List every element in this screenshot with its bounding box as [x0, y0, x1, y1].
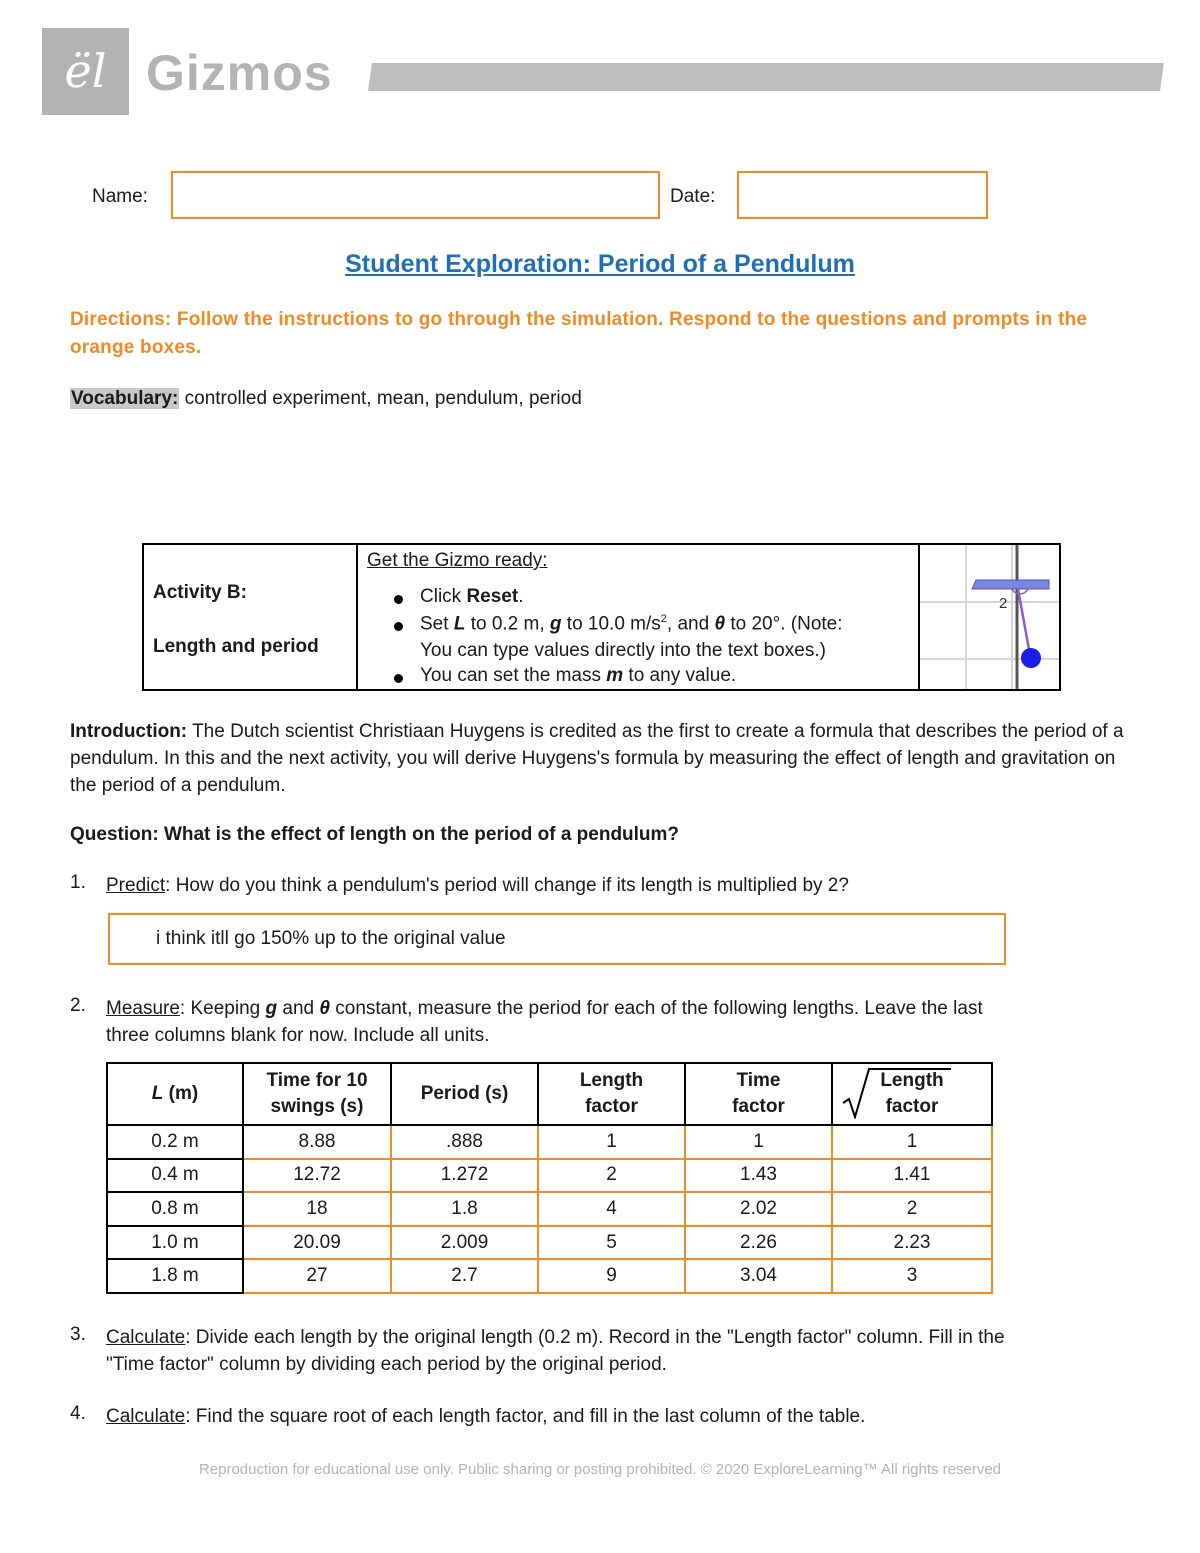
answer-cell[interactable]: 2.7	[391, 1259, 538, 1293]
date-label: Date:	[670, 186, 716, 207]
length-cell: 1.0 m	[107, 1226, 243, 1260]
bullet-icon	[394, 674, 403, 683]
answer-1-text: i think itll go 150% up to the original value	[156, 928, 506, 949]
answer-cell[interactable]: 1.43	[685, 1159, 832, 1193]
question-2-text-line2: three columns blank for now. Include all units.	[106, 1025, 490, 1046]
answer-cell[interactable]: 1	[685, 1125, 832, 1159]
answer-cell[interactable]: 1.8	[391, 1192, 538, 1226]
activity-box	[142, 543, 1061, 691]
instruction-reset: Click Reset.	[420, 586, 524, 607]
table-row	[107, 1226, 992, 1260]
angle-label: 2	[999, 595, 1008, 612]
page-title: Student Exploration: Period of a Pendulum	[345, 250, 855, 278]
question-1-text: Predict: How do you think a pendulum's period will change if its length is multiplied by 2?	[106, 875, 849, 896]
question-3-text: Calculate: Divide each length by the original length (0.2 m). Record in the "Length factor" column. Fill in the	[106, 1327, 1005, 1348]
length-cell: 1.8 m	[107, 1259, 243, 1293]
header-time-10-swings: Time for 10 swings (s)	[243, 1063, 391, 1125]
date-field[interactable]	[737, 171, 988, 219]
activity-title-cell	[144, 545, 358, 689]
answer-1-box[interactable]	[108, 913, 1006, 965]
answer-cell[interactable]: 18	[243, 1192, 391, 1226]
answer-cell[interactable]: .888	[391, 1125, 538, 1159]
activity-subtitle: Length and period	[153, 636, 319, 657]
vocabulary	[70, 388, 582, 410]
table-row	[107, 1125, 992, 1159]
answer-cell[interactable]: 1	[832, 1125, 992, 1159]
answer-cell[interactable]: 1.272	[391, 1159, 538, 1193]
answer-cell[interactable]: 4	[538, 1192, 685, 1226]
answer-cell[interactable]: 12.72	[243, 1159, 391, 1193]
pendulum-illustration	[920, 545, 1059, 689]
vocabulary-terms: controlled experiment, mean, pendulum, period	[179, 388, 582, 409]
answer-cell[interactable]: 2	[832, 1192, 992, 1226]
question-heading: Question: What is the effect of length on the period of a pendulum?	[70, 824, 680, 845]
answer-cell[interactable]: 2.23	[832, 1226, 992, 1260]
answer-cell[interactable]: 3	[832, 1259, 992, 1293]
question-3-text-line2: "Time factor" column by dividing each period by the original period.	[106, 1354, 667, 1375]
answer-cell[interactable]: 1.41	[832, 1159, 992, 1193]
answer-cell[interactable]: 20.09	[243, 1226, 391, 1260]
brand-name: Gizmos	[146, 45, 333, 101]
name-field[interactable]	[171, 171, 660, 219]
table-row	[107, 1192, 992, 1226]
table-header-row	[107, 1063, 992, 1125]
activity-instructions-cell	[358, 545, 920, 689]
bullet-icon	[394, 622, 403, 631]
answer-cell[interactable]: 8.88	[243, 1125, 391, 1159]
activity-name: Activity B:	[153, 582, 247, 603]
length-cell: 0.8 m	[107, 1192, 243, 1226]
question-4-number: 4.	[70, 1403, 86, 1424]
answer-cell[interactable]: 3.04	[685, 1259, 832, 1293]
question-2-number: 2.	[70, 995, 86, 1016]
gizmo-ready-heading: Get the Gizmo ready:	[367, 550, 548, 571]
question-1-number: 1.	[70, 872, 86, 893]
name-label: Name:	[92, 186, 148, 207]
table-row	[107, 1159, 992, 1193]
pendulum-support	[972, 580, 1049, 589]
vocabulary-label: Vocabulary:	[71, 388, 179, 409]
square-root-icon	[841, 1067, 953, 1119]
length-cell: 0.4 m	[107, 1159, 243, 1193]
answer-cell[interactable]: 2.02	[685, 1192, 832, 1226]
introduction-label: Introduction:	[70, 721, 188, 742]
header-time-factor: Time factor	[685, 1063, 832, 1125]
directions: Directions: Follow the instructions to go through the simulation. Respond to the questions and prompts in the orange boxes.	[70, 309, 1088, 358]
question-4-text: Calculate: Find the square root of each length factor, and fill in the last column of the table.	[106, 1406, 866, 1427]
gizmo-thumbnail	[920, 545, 1059, 689]
grid	[920, 545, 1059, 689]
answer-cell[interactable]: 5	[538, 1226, 685, 1260]
header-length-factor: Length factor	[538, 1063, 685, 1125]
question-2-text: Measure: Keeping g and θ constant, measure the period for each of the following lengths. Leave the last	[106, 998, 983, 1019]
table-row	[107, 1259, 992, 1293]
data-table	[106, 1062, 993, 1294]
answer-cell[interactable]: 27	[243, 1259, 391, 1293]
footer-copyright: Reproduction for educational use only. Public sharing or posting prohibited. © 2020 ExploreLearning™ All rights reserved	[198, 1461, 1002, 1478]
introduction-text: The Dutch scientist Christiaan Huygens is credited as the first to create a formula that describes the period of a pendulum. In this and the next activity, you will derive Huygens's formula by measuring the effect of length and gravitation on the period of a pendulum.	[70, 721, 1124, 796]
answer-cell[interactable]: 2	[538, 1159, 685, 1193]
pendulum-bob	[1021, 648, 1041, 668]
answer-cell[interactable]: 2.009	[391, 1226, 538, 1260]
pendulum-string	[1018, 589, 1030, 655]
header-bar	[368, 63, 1164, 91]
header-period: Period (s)	[391, 1063, 538, 1125]
length-cell: 0.2 m	[107, 1125, 243, 1159]
answer-cell[interactable]: 9	[538, 1259, 685, 1293]
question-3-number: 3.	[70, 1324, 86, 1345]
instruction-note: You can type values directly into the text boxes.)	[420, 640, 826, 661]
explorelearning-logo: ël	[64, 44, 107, 98]
instruction-set-values: Set L to 0.2 m, g to 10.0 $m/s^2$, and θ to 20°. (Note:	[420, 613, 843, 635]
bullet-icon	[394, 595, 403, 604]
introduction	[70, 718, 1140, 799]
header-sqrt-length-factor: Length factor	[832, 1063, 992, 1125]
answer-cell[interactable]: 2.26	[685, 1226, 832, 1260]
answer-cell[interactable]: 1	[538, 1125, 685, 1159]
instruction-mass: You can set the mass m to any value.	[420, 665, 737, 686]
header-length: L (m)	[107, 1063, 243, 1125]
